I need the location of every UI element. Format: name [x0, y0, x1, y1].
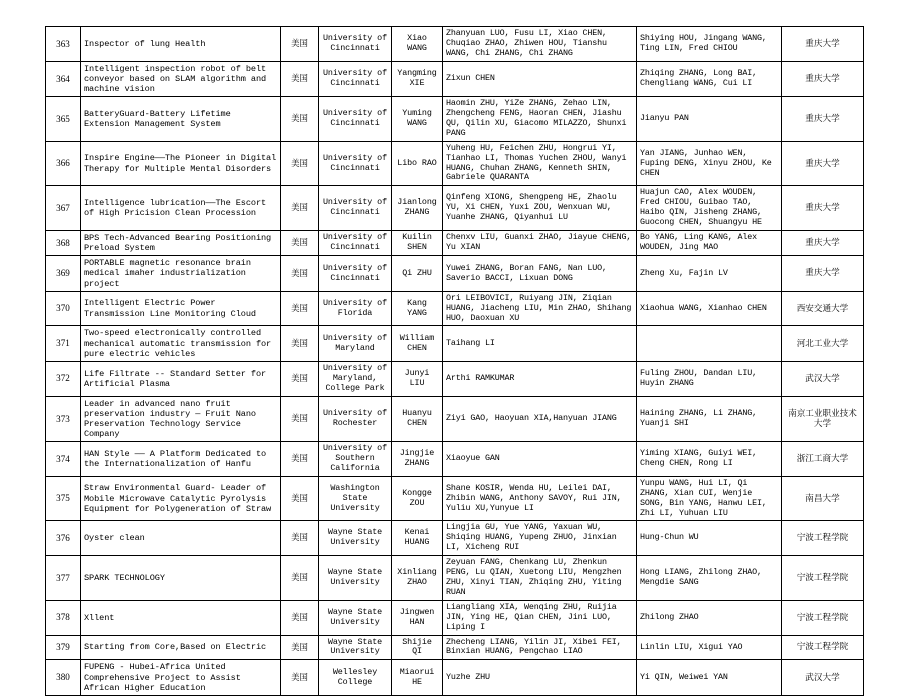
cell-school: Wayne State University — [319, 635, 392, 660]
cell-partner-institution: 重庆大学 — [782, 141, 864, 186]
cell-country: 美国 — [281, 556, 319, 601]
project-table — [45, 26, 864, 696]
cell-row-number: 369 — [46, 256, 81, 291]
table-row — [46, 231, 864, 256]
cell-leader: Jingwen HAN — [392, 600, 443, 635]
cell-leader: Yangming XIE — [392, 61, 443, 96]
cell-school: University of Cincinnati — [319, 27, 392, 62]
cell-leader: Shijie QI — [392, 635, 443, 660]
cell-school: University of Cincinnati — [319, 61, 392, 96]
cell-leader: Kang YANG — [392, 291, 443, 326]
cell-partner-institution: 重庆大学 — [782, 186, 864, 231]
cell-project-name: Oyster clean — [81, 521, 281, 556]
table-row — [46, 186, 864, 231]
cell-project-name: BatteryGuard-Battery Lifetime Extension Management System — [81, 97, 281, 142]
cell-row-number: 378 — [46, 600, 81, 635]
table-row — [46, 442, 864, 477]
cell-project-name: Xllent — [81, 600, 281, 635]
cell-partner-institution: 宁波工程学院 — [782, 556, 864, 601]
cell-advisors: Bo YANG, Ling KANG, Alex WOUDEN, Jing MAO — [637, 231, 782, 256]
cell-members: Haomin ZHU, YiZe ZHANG, Zehao LIN, Zhengcheng FENG, Haoran CHEN, Jiashu QU, Qilin XU, Giacomo MILAZZO, Shunxi PANG — [443, 97, 637, 142]
table-row — [46, 61, 864, 96]
table-row — [46, 635, 864, 660]
cell-school: Wellesley College — [319, 660, 392, 695]
cell-school: University of Cincinnati — [319, 256, 392, 291]
cell-partner-institution: 河北工业大学 — [782, 326, 864, 361]
cell-members: Ori LEIBOVICI, Ruiyang JIN, Ziqian HUANG, Jiacheng LIU, Min ZHAO, Shihang HUO, Daoxuan XU — [443, 291, 637, 326]
cell-row-number: 367 — [46, 186, 81, 231]
cell-school: University of Rochester — [319, 396, 392, 442]
cell-school: University of Southern California — [319, 442, 392, 477]
cell-leader: Miaorui HE — [392, 660, 443, 695]
cell-partner-institution: 宁波工程学院 — [782, 635, 864, 660]
cell-row-number: 375 — [46, 476, 81, 521]
cell-members: Shane KOSIR, Wenda HU, Leilei DAI, Zhibin WANG, Anthony SAVOY, Rui JIN, Yuliu XU,Yunyue LI — [443, 476, 637, 521]
cell-leader: Libo RAO — [392, 141, 443, 186]
table-row — [46, 326, 864, 361]
cell-advisors: Hung-Chun WU — [637, 521, 782, 556]
cell-members: Yuzhe ZHU — [443, 660, 637, 695]
cell-country: 美国 — [281, 27, 319, 62]
cell-row-number: 379 — [46, 635, 81, 660]
cell-country: 美国 — [281, 476, 319, 521]
cell-partner-institution: 重庆大学 — [782, 231, 864, 256]
cell-row-number: 376 — [46, 521, 81, 556]
cell-row-number: 366 — [46, 141, 81, 186]
cell-leader: Yuming WANG — [392, 97, 443, 142]
table-row — [46, 97, 864, 142]
cell-members: Lingjia GU, Yue YANG, Yaxuan WU, Shiqing HUANG, Yupeng ZHUO, Jinxian LI, Xicheng RUI — [443, 521, 637, 556]
cell-leader: Xiao WANG — [392, 27, 443, 62]
cell-row-number: 370 — [46, 291, 81, 326]
cell-project-name: Intelligence lubrication——The Escort of High Pricision Clean Procession — [81, 186, 281, 231]
cell-school: University of Cincinnati — [319, 186, 392, 231]
cell-leader: Kongge ZOU — [392, 476, 443, 521]
cell-advisors: Zhilong ZHAO — [637, 600, 782, 635]
cell-members: Zhecheng LIANG, Yilin JI, Xibei FEI, Binxian HUANG, Pengchao LIAO — [443, 635, 637, 660]
cell-advisors — [637, 326, 782, 361]
cell-leader: Xinliang ZHAO — [392, 556, 443, 601]
cell-advisors: Xiaohua WANG, Xianhao CHEN — [637, 291, 782, 326]
cell-advisors: Huajun CAO, Alex WOUDEN, Fred CHIOU, Guibao TAO, Haibo QIN, Jisheng ZHANG, Guocong CHEN, Shuangyu HE — [637, 186, 782, 231]
cell-members: Arthi RAMKUMAR — [443, 361, 637, 396]
cell-members: Ziyi GAO, Haoyuan XIA,Hanyuan JIANG — [443, 396, 637, 442]
cell-row-number: 363 — [46, 27, 81, 62]
cell-row-number: 380 — [46, 660, 81, 695]
cell-country: 美国 — [281, 141, 319, 186]
cell-advisors: Yunpu WANG, Hui LI, Qi ZHANG, Xian CUI, Wenjie SONG, Bin YANG, Hanwu LEI, Zhi LI, Yuhuan LIU — [637, 476, 782, 521]
cell-project-name: HAN Style —— A Platform Dedicated to the Internationalization of Hanfu — [81, 442, 281, 477]
cell-members: Yuwei ZHANG, Boran FANG, Nan LUO, Saverio BACCI, Lixuan DONG — [443, 256, 637, 291]
cell-country: 美国 — [281, 361, 319, 396]
table-row — [46, 361, 864, 396]
table-row — [46, 27, 864, 62]
cell-row-number: 364 — [46, 61, 81, 96]
cell-advisors: Zheng Xu, Fajin LV — [637, 256, 782, 291]
cell-partner-institution: 浙江工商大学 — [782, 442, 864, 477]
cell-project-name: Straw Environmental Guard- Leader of Mobile Microwave Catalytic Pyrolysis Equipment for Polygeneration of Straw — [81, 476, 281, 521]
cell-members: Zhanyuan LUO, Fusu LI, Xiao CHEN, Chuqiao ZHAO, Zhiwen HOU, Tianshu WANG, Chi ZHANG, Chi ZHANG — [443, 27, 637, 62]
cell-school: University of Florida — [319, 291, 392, 326]
cell-advisors: Zhiqing ZHANG, Long BAI, Chengliang WANG, Cui LI — [637, 61, 782, 96]
cell-country: 美国 — [281, 635, 319, 660]
cell-school: University of Maryland — [319, 326, 392, 361]
cell-advisors: Yan JIANG, Junhao WEN, Fuping DENG, Xinyu ZHOU, Ke CHEN — [637, 141, 782, 186]
cell-school: Wayne State University — [319, 600, 392, 635]
cell-members: Chenxv LIU, Guanxi ZHAO, Jiayue CHENG, Yu XIAN — [443, 231, 637, 256]
cell-leader: Jianlong ZHANG — [392, 186, 443, 231]
table-row — [46, 600, 864, 635]
table-row — [46, 476, 864, 521]
cell-project-name: Life Filtrate -- Standard Setter for Artificial Plasma — [81, 361, 281, 396]
table-row — [46, 660, 864, 695]
cell-row-number: 374 — [46, 442, 81, 477]
cell-partner-institution: 宁波工程学院 — [782, 600, 864, 635]
cell-leader: Kenai HUANG — [392, 521, 443, 556]
cell-advisors: Yi QIN, Weiwei YAN — [637, 660, 782, 695]
cell-advisors: Haining ZHANG, Li ZHANG, Yuanji SHI — [637, 396, 782, 442]
cell-project-name: PORTABLE magnetic resonance brain medical imaher industrialization project — [81, 256, 281, 291]
cell-leader: Qi ZHU — [392, 256, 443, 291]
cell-leader: Kuilin SHEN — [392, 231, 443, 256]
cell-project-name: Intelligent inspection robot of belt conveyor based on SLAM algorithm and machine vision — [81, 61, 281, 96]
cell-leader: Huanyu CHEN — [392, 396, 443, 442]
cell-country: 美国 — [281, 291, 319, 326]
cell-project-name: Inspector of lung Health — [81, 27, 281, 62]
cell-project-name: FUPENG - Hubei-Africa United Comprehensive Project to Assist African Higher Education — [81, 660, 281, 695]
cell-school: Washington State University — [319, 476, 392, 521]
cell-school: University of Cincinnati — [319, 231, 392, 256]
cell-country: 美国 — [281, 396, 319, 442]
cell-partner-institution: 重庆大学 — [782, 97, 864, 142]
cell-project-name: SPARK TECHNOLOGY — [81, 556, 281, 601]
cell-members: Taihang LI — [443, 326, 637, 361]
table-row — [46, 396, 864, 442]
table-row — [46, 556, 864, 601]
cell-country: 美国 — [281, 326, 319, 361]
table-row — [46, 521, 864, 556]
table-row — [46, 141, 864, 186]
cell-project-name: Intelligent Electric Power Transmission Line Monitoring Cloud — [81, 291, 281, 326]
cell-partner-institution: 宁波工程学院 — [782, 521, 864, 556]
cell-partner-institution: 武汉大学 — [782, 361, 864, 396]
cell-advisors: Jianyu PAN — [637, 97, 782, 142]
cell-row-number: 372 — [46, 361, 81, 396]
cell-leader: Jingjie ZHANG — [392, 442, 443, 477]
cell-school: Wayne State University — [319, 556, 392, 601]
cell-advisors: Yiming XIANG, Guiyi WEI, Cheng CHEN, Rong LI — [637, 442, 782, 477]
cell-school: University of Cincinnati — [319, 97, 392, 142]
cell-partner-institution: 重庆大学 — [782, 61, 864, 96]
cell-members: Zeyuan FANG, Chenkang LU, Zhenkun PENG, Lu QIAN, Xuetong LIU, Mengzhen ZHU, Xinyi TIAN, Zhiqing ZHU, Yiting RUAN — [443, 556, 637, 601]
cell-members: Liangliang XIA, Wenqing ZHU, Ruijia JIN, Ying HE, Qian CHEN, Jini LUO, Liping I — [443, 600, 637, 635]
cell-row-number: 373 — [46, 396, 81, 442]
cell-country: 美国 — [281, 521, 319, 556]
cell-partner-institution: 武汉大学 — [782, 660, 864, 695]
cell-partner-institution: 南昌大学 — [782, 476, 864, 521]
cell-country: 美国 — [281, 97, 319, 142]
cell-row-number: 377 — [46, 556, 81, 601]
cell-leader: William CHEN — [392, 326, 443, 361]
cell-partner-institution: 西安交通大学 — [782, 291, 864, 326]
cell-row-number: 365 — [46, 97, 81, 142]
cell-country: 美国 — [281, 660, 319, 695]
cell-country: 美国 — [281, 61, 319, 96]
cell-project-name: Starting from Core,Based on Electric — [81, 635, 281, 660]
cell-members: Yuheng HU, Feichen ZHU, Hongrui YI, Tianhao LI, Thomas Yuchen ZHOU, Wanyi HUANG, Chuhan ZHANG, Kenneth SHIN, Gabriele QUARANTA — [443, 141, 637, 186]
cell-partner-institution: 南京工业职业技术大学 — [782, 396, 864, 442]
cell-project-name: Inspire Engine——The Pioneer in Digital Therapy for Multiple Mental Disorders — [81, 141, 281, 186]
cell-row-number: 371 — [46, 326, 81, 361]
cell-partner-institution: 重庆大学 — [782, 27, 864, 62]
table-row — [46, 256, 864, 291]
cell-advisors: Linlin LIU, Xigui YAO — [637, 635, 782, 660]
cell-advisors: Hong LIANG, Zhilong ZHAO, Mengdie SANG — [637, 556, 782, 601]
cell-country: 美国 — [281, 186, 319, 231]
cell-advisors: Fuling ZHOU, Dandan LIU, Huyin ZHANG — [637, 361, 782, 396]
table-body — [46, 27, 864, 696]
cell-members: Qinfeng XIONG, Shengpeng HE, Zhaolu YU, Xi CHEN, Yuxi ZOU, Wenxuan WU, Yuanhe ZHANG, Qiyanhui LU — [443, 186, 637, 231]
cell-school: University of Cincinnati — [319, 141, 392, 186]
cell-country: 美国 — [281, 600, 319, 635]
cell-school: University of Maryland, College Park — [319, 361, 392, 396]
cell-leader: Junyi LIU — [392, 361, 443, 396]
cell-row-number: 368 — [46, 231, 81, 256]
cell-advisors: Shiying HOU, Jingang WANG, Ting LIN, Fred CHIOU — [637, 27, 782, 62]
cell-project-name: Two-speed electronically controlled mechanical automatic transmission for pure electric vehicles — [81, 326, 281, 361]
cell-members: Xiaoyue GAN — [443, 442, 637, 477]
cell-school: Wayne State University — [319, 521, 392, 556]
cell-country: 美国 — [281, 231, 319, 256]
cell-project-name: BPS Tech-Advanced Bearing Positioning Preload System — [81, 231, 281, 256]
table-row — [46, 291, 864, 326]
cell-country: 美国 — [281, 442, 319, 477]
cell-partner-institution: 重庆大学 — [782, 256, 864, 291]
cell-country: 美国 — [281, 256, 319, 291]
cell-members: Zixun CHEN — [443, 61, 637, 96]
cell-project-name: Leader in advanced nano fruit preservation industry — Fruit Nano Preservation Technology Service Company — [81, 396, 281, 442]
